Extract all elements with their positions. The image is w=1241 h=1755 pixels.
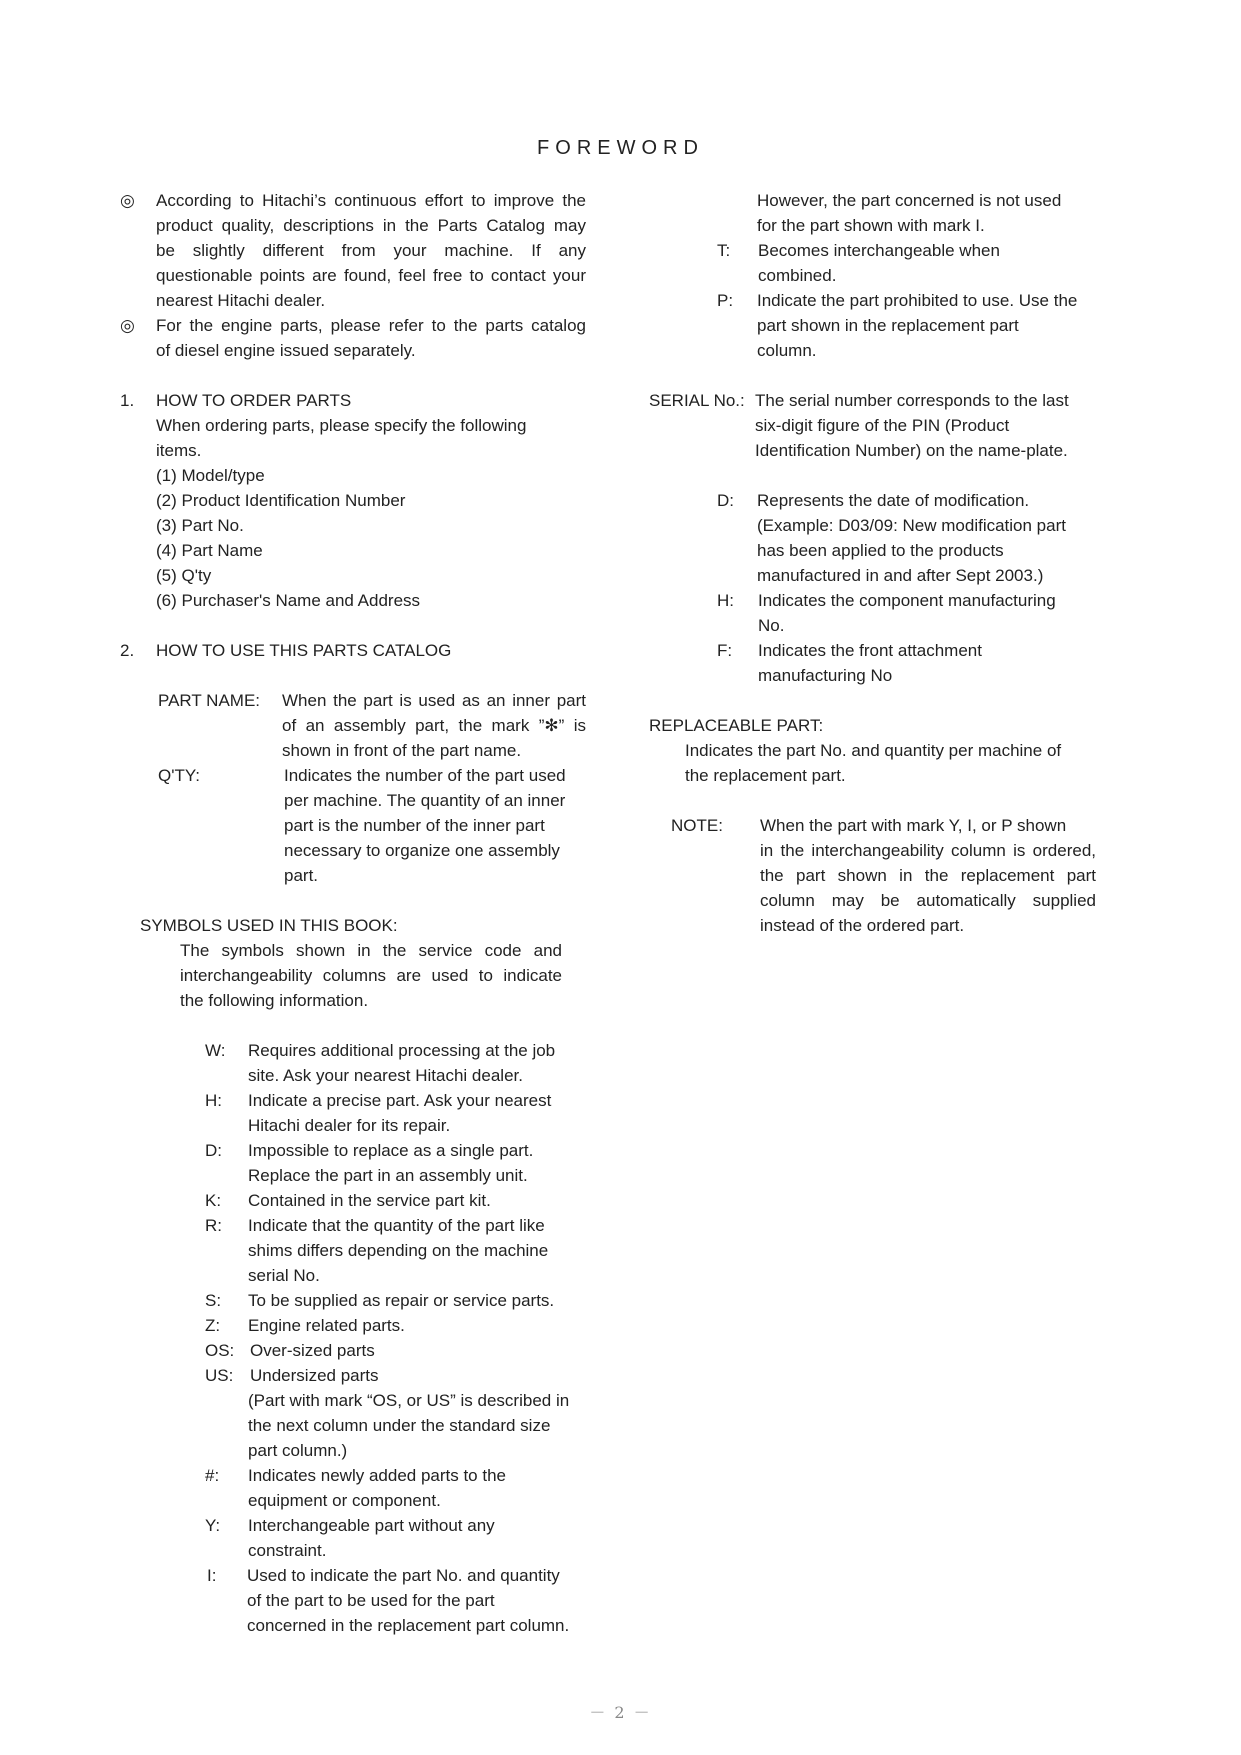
symbol-p-text: column.: [757, 341, 817, 360]
symbol-d-text: (Example: D03/09: New modification part: [757, 516, 1066, 535]
symbols-heading: SYMBOLS USED IN THIS BOOK:: [140, 916, 398, 935]
symbol-s-text: To be supplied as repair or service parts.: [248, 1291, 555, 1310]
part-name-text: shown in front of the part name.: [282, 741, 522, 760]
section2-heading: HOW TO USE THIS PARTS CATALOG: [156, 641, 452, 660]
symbol-h-label: H:: [205, 1091, 222, 1110]
symbol-i-text: of the part to be used for the part: [247, 1591, 495, 1610]
serial-text: six-digit figure of the PIN (Product: [755, 416, 1010, 435]
replaceable-text: the replacement part.: [685, 766, 846, 785]
symbol-d-label: D:: [205, 1141, 222, 1160]
symbol-h-text: Hitachi dealer for its repair.: [248, 1116, 451, 1135]
symbol-z-text: Engine related parts.: [248, 1316, 405, 1335]
symbol-y-text: Interchangeable part without any: [248, 1516, 495, 1535]
symbol-us-text: part column.): [248, 1441, 348, 1460]
symbol-h-label: H:: [717, 591, 734, 610]
symbol-h-text: Indicate a precise part. Ask your nearest: [248, 1091, 552, 1110]
symbol-hash-text: Indicates newly added parts to the: [248, 1466, 506, 1485]
part-name-text: When the part is used as an inner part: [282, 691, 586, 710]
symbol-r-text: serial No.: [248, 1266, 320, 1285]
intro-p1-line: product quality, descriptions in the Parts Catalog may: [156, 216, 586, 235]
symbol-p-label: P:: [717, 291, 734, 310]
qty-text: per machine. The quantity of an inner: [284, 791, 566, 810]
symbols-intro: interchangeability columns are used to indicate: [180, 966, 562, 985]
section1-heading: HOW TO ORDER PARTS: [156, 391, 352, 410]
symbol-d-text: has been applied to the products: [757, 541, 1004, 560]
symbol-z-label: Z:: [205, 1316, 221, 1335]
intro-p1-line: questionable points are found, feel free to contact your: [156, 266, 586, 285]
section1-number: 1.: [120, 391, 135, 410]
symbol-d-text: Replace the part in an assembly unit.: [248, 1166, 528, 1185]
intro-p1-line: be slightly different from your machine. If any: [156, 241, 586, 260]
symbol-h-text: No.: [758, 616, 785, 635]
symbols-intro: The symbols shown in the service code and: [180, 941, 562, 960]
note-text: column may be automatically supplied: [760, 891, 1096, 910]
qty-text: part is the number of the inner part: [284, 816, 545, 835]
symbol-w-text: Requires additional processing at the job: [248, 1041, 556, 1060]
page-title: FOREWORD: [537, 137, 704, 159]
note-text: in the interchangeability column is ordered,: [760, 841, 1096, 860]
symbol-p-text: part shown in the replacement part: [757, 316, 1019, 335]
symbol-s-label: S:: [205, 1291, 222, 1310]
symbol-us-label: US:: [205, 1366, 234, 1385]
symbol-t-label: T:: [717, 241, 731, 260]
symbol-d-text: Impossible to replace as a single part.: [248, 1141, 534, 1160]
symbol-i-text: concerned in the replacement part column.: [247, 1616, 570, 1635]
serial-text: The serial number corresponds to the last: [755, 391, 1069, 410]
note-text: instead of the ordered part.: [760, 916, 965, 935]
symbol-y-label: Y:: [205, 1516, 221, 1535]
symbol-f-text: Indicates the front attachment: [758, 641, 982, 660]
serial-label: SERIAL No.:: [649, 391, 745, 410]
symbol-i-label: I:: [207, 1566, 217, 1585]
symbol-os-text: Over-sized parts: [250, 1341, 375, 1360]
symbol-d-text: manufactured in and after Sept 2003.): [757, 566, 1044, 585]
symbol-w-text: site. Ask your nearest Hitachi dealer.: [248, 1066, 523, 1085]
symbol-us-text: the next column under the standard size: [248, 1416, 551, 1435]
part-name-label: PART NAME:: [158, 691, 261, 710]
replaceable-heading: REPLACEABLE PART:: [649, 716, 824, 735]
order-item: (3) Part No.: [156, 516, 244, 535]
symbol-t-text: combined.: [758, 266, 837, 285]
symbol-p-text: Indicate the part prohibited to use. Use the: [757, 291, 1078, 310]
order-item: (2) Product Identification Number: [156, 491, 406, 510]
symbol-us-text: Undersized parts: [250, 1366, 379, 1385]
symbol-hash-text: equipment or component.: [248, 1491, 441, 1510]
symbol-t-text: Becomes interchangeable when: [758, 241, 1000, 260]
bullet-icon: ◎: [120, 316, 135, 335]
bullet-icon: ◎: [120, 191, 135, 210]
symbol-k-text: Contained in the service part kit.: [248, 1191, 491, 1210]
symbol-w-label: W:: [205, 1041, 226, 1060]
symbol-k-label: K:: [205, 1191, 222, 1210]
qty-label: Q'TY:: [158, 766, 200, 785]
symbol-os-label: OS:: [205, 1341, 235, 1360]
symbol-hash-label: #:: [205, 1466, 220, 1485]
symbol-r-text: Indicate that the quantity of the part like: [248, 1216, 545, 1235]
qty-text: part.: [284, 866, 319, 885]
symbol-i-text: Used to indicate the part No. and quantity: [247, 1566, 560, 1585]
symbol-r-label: R:: [205, 1216, 222, 1235]
qty-text: necessary to organize one assembly: [284, 841, 560, 860]
symbol-f-label: F:: [717, 641, 733, 660]
symbol-d-text: Represents the date of modification.: [757, 491, 1030, 510]
mark-i-continuation: However, the part concerned is not used: [757, 191, 1062, 210]
part-name-text: of an assembly part, the mark ”✻” is: [282, 716, 586, 735]
intro-p1-line: nearest Hitachi dealer.: [156, 291, 326, 310]
symbols-intro: the following information.: [180, 991, 369, 1010]
symbol-us-text: (Part with mark “OS, or US” is described in: [248, 1391, 570, 1410]
note-text: the part shown in the replacement part: [760, 866, 1096, 885]
replaceable-text: Indicates the part No. and quantity per machine of: [685, 741, 1062, 760]
mark-i-continuation: for the part shown with mark I.: [757, 216, 985, 235]
note-label: NOTE:: [671, 816, 723, 835]
symbol-f-text: manufacturing No: [758, 666, 893, 685]
symbol-h-text: Indicates the component manufacturing: [758, 591, 1056, 610]
note-text: When the part with mark Y, I, or P shown: [760, 816, 1067, 835]
qty-text: Indicates the number of the part used: [284, 766, 566, 785]
section2-number: 2.: [120, 641, 135, 660]
order-item: (6) Purchaser's Name and Address: [156, 591, 421, 610]
order-item: (1) Model/type: [156, 466, 265, 485]
intro-p2-line: of diesel engine issued separately.: [156, 341, 416, 360]
symbol-y-text: constraint.: [248, 1541, 327, 1560]
intro-p2-line: For the engine parts, please refer to the parts catalog: [156, 316, 586, 335]
section1-text: items.: [156, 441, 202, 460]
order-item: (5) Q'ty: [156, 566, 212, 585]
section1-text: When ordering parts, please specify the following: [156, 416, 527, 435]
intro-p1-line: According to Hitachi’s continuous effort to improve the: [156, 191, 586, 210]
symbol-d-label: D:: [717, 491, 734, 510]
serial-text: Identification Number) on the name-plate.: [755, 441, 1068, 460]
symbol-r-text: shims differs depending on the machine: [248, 1241, 549, 1260]
page-number: － 2 －: [589, 1703, 652, 1722]
order-item: (4) Part Name: [156, 541, 263, 560]
